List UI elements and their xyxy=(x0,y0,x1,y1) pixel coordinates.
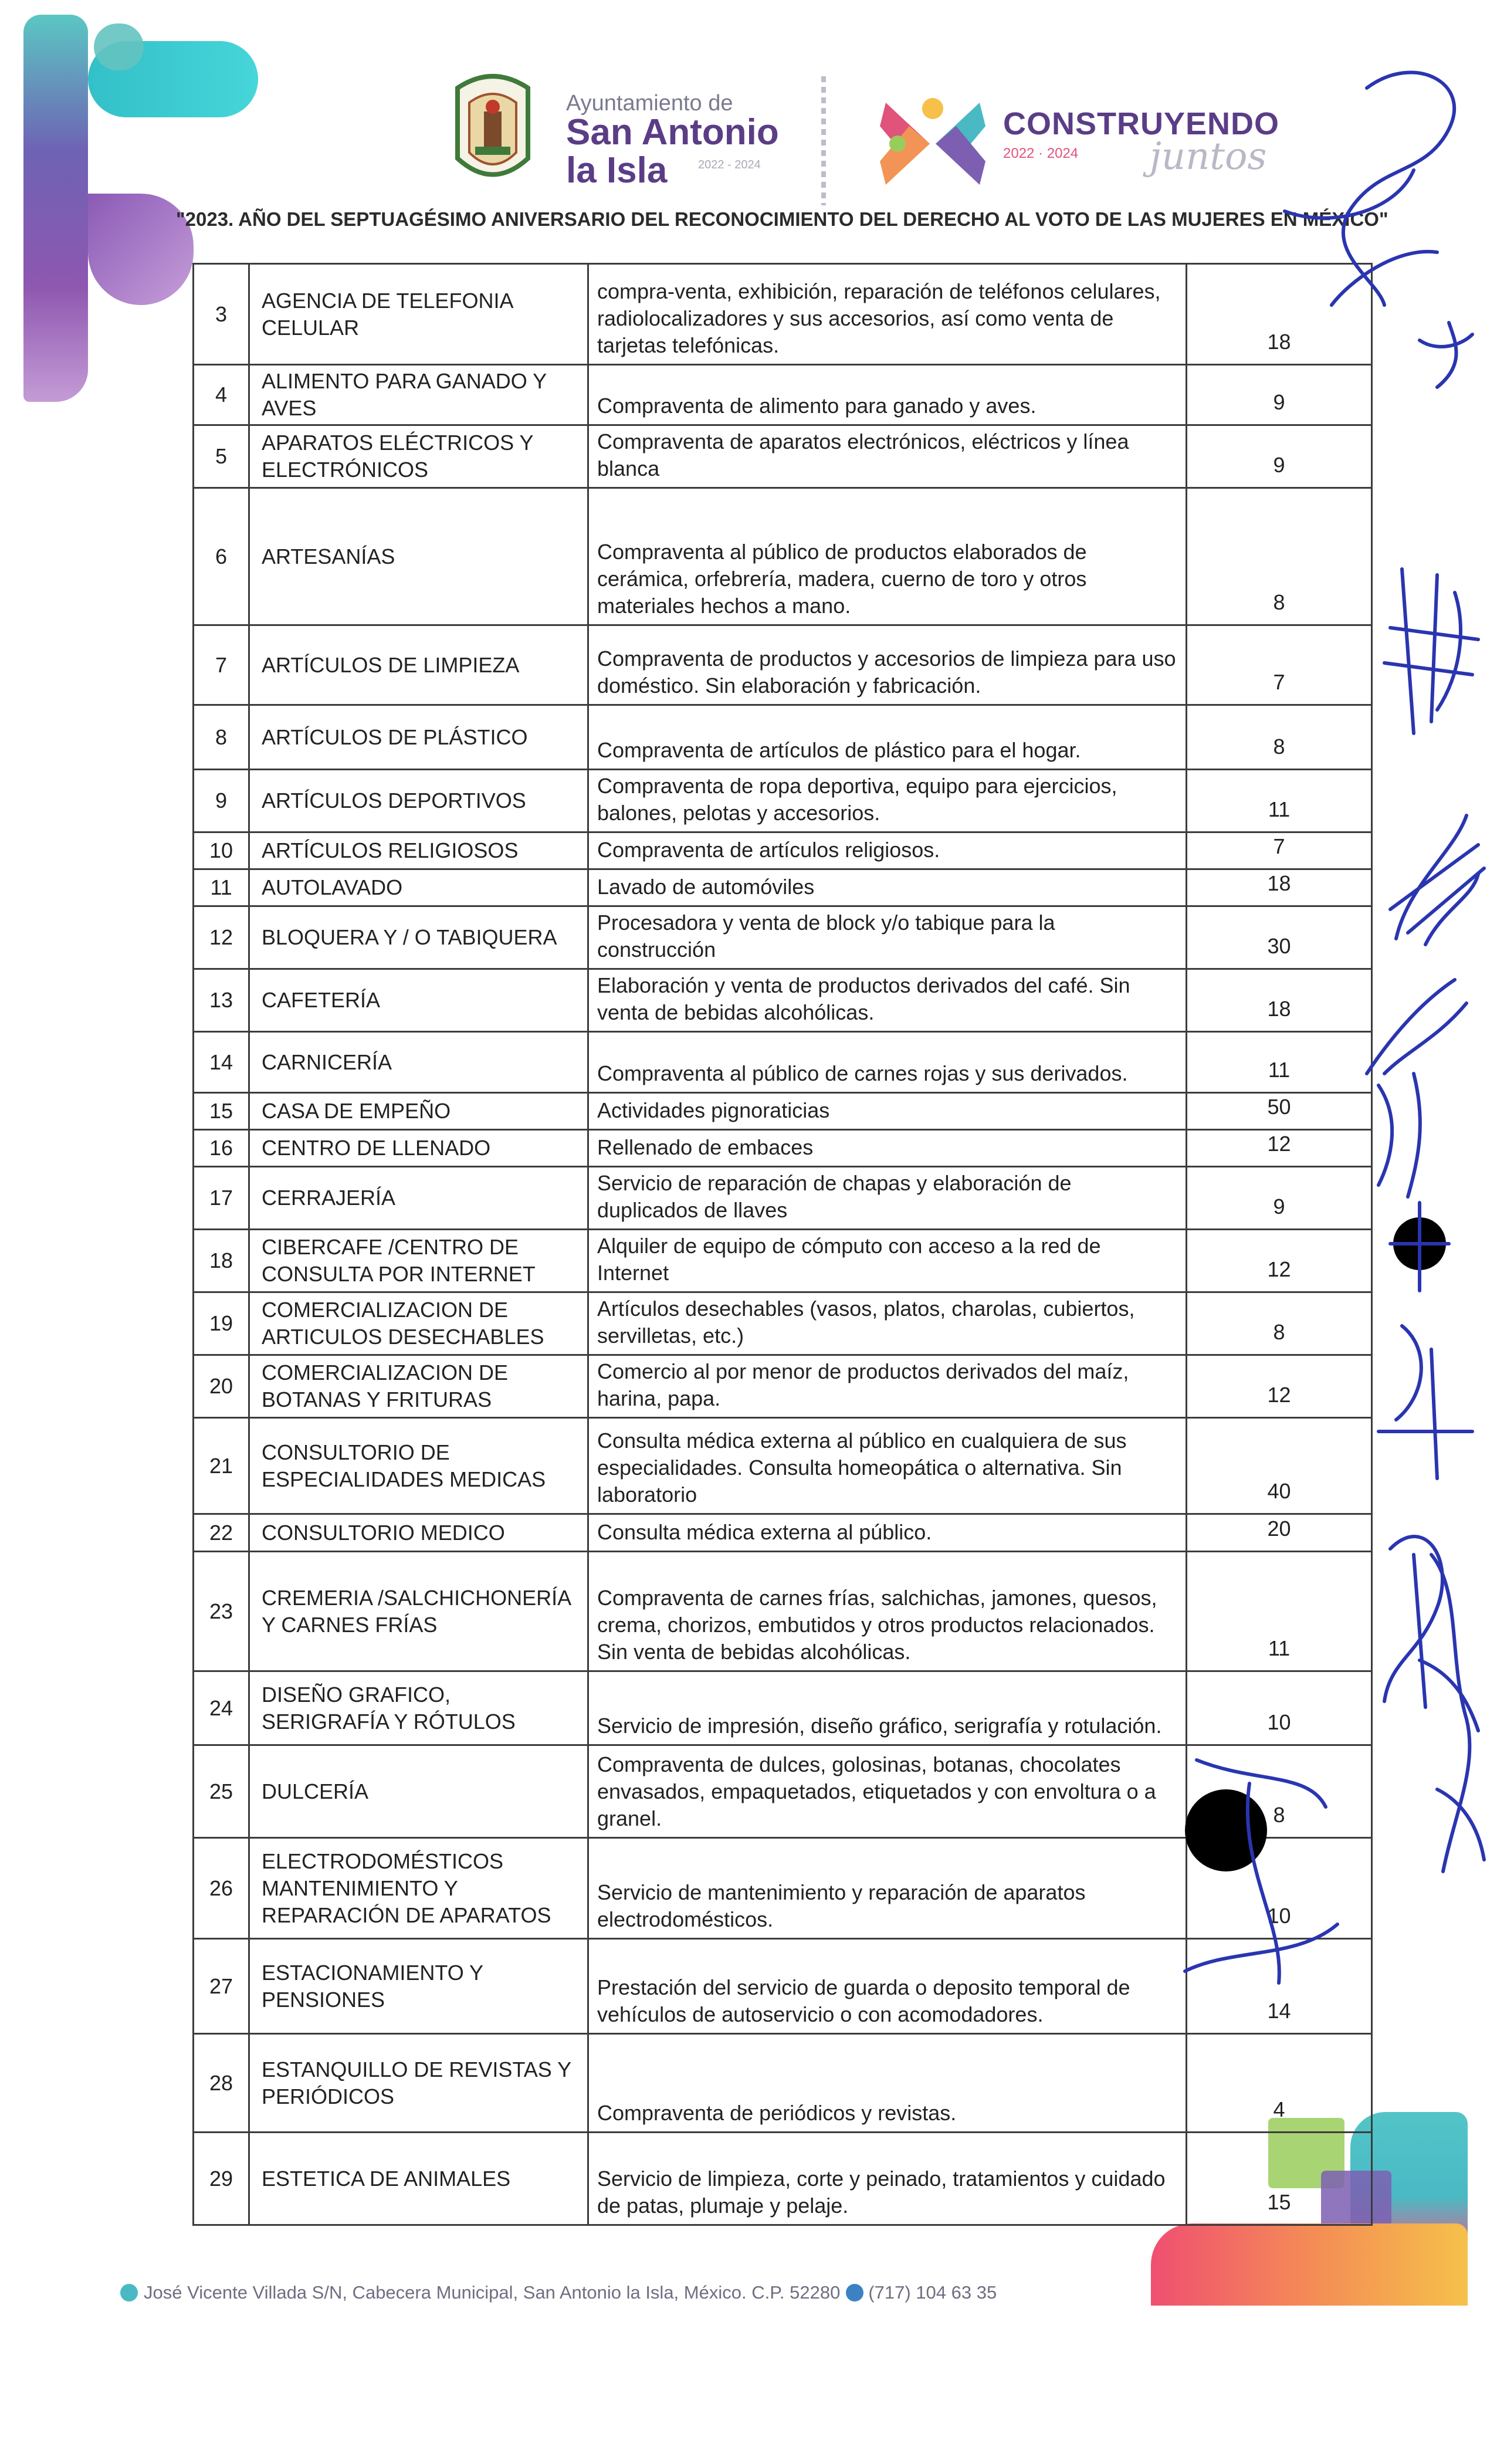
business-description: Compraventa al público de productos elaborados de cerámica, orfebrería, madera, cuerno de toro y otros materiales hechos a mano. xyxy=(588,488,1187,625)
tariff-value: 11 xyxy=(1187,1552,1372,1671)
business-description: Actividades pignoraticias xyxy=(588,1093,1187,1130)
table-row xyxy=(194,488,1372,625)
footer-phone: (717) 104 63 35 xyxy=(868,2282,997,2303)
tariff-value: 9 xyxy=(1187,365,1372,425)
table-row xyxy=(194,1514,1372,1552)
business-description: Compraventa de artículos religiosos. xyxy=(588,832,1187,869)
business-type: CIBERCAFE /CENTRO DE CONSULTA POR INTERNET xyxy=(249,1230,588,1292)
business-description: Consulta médica externa al público. xyxy=(588,1514,1187,1552)
business-description: Elaboración y venta de productos derivados del café. Sin venta de bebidas alcohólicas. xyxy=(588,969,1187,1032)
tariff-value: 18 xyxy=(1187,264,1372,365)
signature-2-icon xyxy=(1367,557,1490,745)
business-description: Compraventa de aparatos electrónicos, eléctricos y línea blanca xyxy=(588,425,1187,488)
row-number: 6 xyxy=(194,488,249,625)
business-type: ARTÍCULOS DE LIMPIEZA xyxy=(249,625,588,705)
business-description: Comercio al por menor de productos derivados del maíz, harina, papa. xyxy=(588,1355,1187,1418)
business-type: ALIMENTO PARA GANADO Y AVES xyxy=(249,365,588,425)
business-description: Rellenado de embaces xyxy=(588,1130,1187,1167)
row-number: 11 xyxy=(194,869,249,906)
row-number: 3 xyxy=(194,264,249,365)
business-description: Lavado de automóviles xyxy=(588,869,1187,906)
row-number: 9 xyxy=(194,770,249,832)
year-motto: "2023. AÑO DEL SEPTUAGÉSIMO ANIVERSARIO DEL RECONOCIMIENTO DEL DERECHO AL VOTO DE LAS MUJERES EN MÉXICO" xyxy=(176,208,1388,230)
business-description: Procesadora y venta de block y/o tabique para la construcción xyxy=(588,906,1187,969)
table-row xyxy=(194,1292,1372,1355)
header-divider xyxy=(821,76,826,205)
business-type: ARTESANÍAS xyxy=(249,488,588,625)
signature-3-icon xyxy=(1373,792,1490,956)
signature-7-icon xyxy=(1396,1543,1496,1895)
business-type: COMERCIALIZACION DE ARTICULOS DESECHABLES xyxy=(249,1292,588,1355)
business-description: compra-venta, exhibición, reparación de teléfonos celulares, radiolocalizadores y sus accesorios, así como venta de tarjetas telefónicas. xyxy=(588,264,1187,365)
table-row xyxy=(194,969,1372,1032)
business-type: DULCERÍA xyxy=(249,1745,588,1838)
decorative-left-bar xyxy=(23,15,88,402)
municipality-name-line1: San Antonio xyxy=(566,112,779,153)
business-type: CARNICERÍA xyxy=(249,1032,588,1093)
table-row xyxy=(194,264,1372,365)
table-row xyxy=(194,1552,1372,1671)
row-number: 12 xyxy=(194,906,249,969)
municipality-prefix: Ayuntamiento de xyxy=(566,91,733,116)
municipality-years: 2022 - 2024 xyxy=(698,158,761,171)
business-description: Compraventa de carnes frías, salchichas, jamones, quesos, crema, chorizos, embutidos y otros productos relacionados. Sin venta de bebidas alcohólicas. xyxy=(588,1552,1187,1671)
row-number: 27 xyxy=(194,1939,249,2034)
business-type: CASA DE EMPEÑO xyxy=(249,1093,588,1130)
row-number: 5 xyxy=(194,425,249,488)
row-number: 13 xyxy=(194,969,249,1032)
row-number: 20 xyxy=(194,1355,249,1418)
business-type: CERRAJERÍA xyxy=(249,1167,588,1230)
business-description: Compraventa de artículos de plástico para el hogar. xyxy=(588,705,1187,770)
tariff-value: 18 xyxy=(1187,869,1372,906)
municipal-seal-icon xyxy=(452,70,534,188)
row-number: 25 xyxy=(194,1745,249,1838)
business-type: ELECTRODOMÉSTICOS MANTENIMIENTO Y REPARACIÓN DE APARATOS xyxy=(249,1838,588,1939)
row-number: 18 xyxy=(194,1230,249,1292)
business-type: ESTACIONAMIENTO Y PENSIONES xyxy=(249,1939,588,2034)
table-row xyxy=(194,770,1372,832)
campaign-years: 2022 · 2024 xyxy=(1003,145,1079,161)
row-number: 23 xyxy=(194,1552,249,1671)
phone-icon xyxy=(846,2284,863,2301)
table-row xyxy=(194,832,1372,869)
tariff-value: 30 xyxy=(1187,906,1372,969)
business-type: CAFETERÍA xyxy=(249,969,588,1032)
tariff-value: 18 xyxy=(1187,969,1372,1032)
business-description: Prestación del servicio de guarda o deposito temporal de vehículos de autoservicio o con acomodadores. xyxy=(588,1939,1187,2034)
table-row xyxy=(194,1032,1372,1093)
table-row xyxy=(194,1130,1372,1167)
business-type: CREMERIA /SALCHICHONERÍA Y CARNES FRÍAS xyxy=(249,1552,588,1671)
row-number: 16 xyxy=(194,1130,249,1167)
signature-6-icon xyxy=(1161,1748,1349,2018)
tariff-value: 14 xyxy=(1187,1939,1372,2034)
business-description: Compraventa de periódicos y revistas. xyxy=(588,2034,1187,2133)
tariff-value: 7 xyxy=(1187,625,1372,705)
row-number: 19 xyxy=(194,1292,249,1355)
campaign-tagline: juntos xyxy=(1150,135,1267,178)
business-description: Alquiler de equipo de cómputo con acceso a la red de Internet xyxy=(588,1230,1187,1292)
business-type: CONSULTORIO DE ESPECIALIDADES MEDICAS xyxy=(249,1418,588,1514)
row-number: 28 xyxy=(194,2034,249,2133)
row-number: 15 xyxy=(194,1093,249,1130)
table-row xyxy=(194,1093,1372,1130)
tariff-value: 8 xyxy=(1187,705,1372,770)
row-number: 26 xyxy=(194,1838,249,1939)
tariff-value: 7 xyxy=(1187,832,1372,869)
tariff-value: 4 xyxy=(1187,2034,1372,2133)
tariff-value: 15 xyxy=(1187,2133,1372,2225)
row-number: 14 xyxy=(194,1032,249,1093)
table-row xyxy=(194,1355,1372,1418)
business-description: Servicio de reparación de chapas y elaboración de duplicados de llaves xyxy=(588,1167,1187,1230)
business-type: DISEÑO GRAFICO, SERIGRAFÍA Y RÓTULOS xyxy=(249,1671,588,1745)
business-type: AGENCIA DE TELEFONIA CELULAR xyxy=(249,264,588,365)
tariff-value: 40 xyxy=(1187,1418,1372,1514)
table-row xyxy=(194,625,1372,705)
row-number: 8 xyxy=(194,705,249,770)
table-row xyxy=(194,1671,1372,1745)
table-row xyxy=(194,705,1372,770)
business-description: Compraventa de alimento para ganado y aves. xyxy=(588,365,1187,425)
business-type: AUTOLAVADO xyxy=(249,869,588,906)
business-type: APARATOS ELÉCTRICOS Y ELECTRÓNICOS xyxy=(249,425,588,488)
tariff-value: 8 xyxy=(1187,1745,1372,1838)
business-description: Servicio de impresión, diseño gráfico, serigrafía y rotulación. xyxy=(588,1671,1187,1745)
tariff-value: 50 xyxy=(1187,1093,1372,1130)
table-row xyxy=(194,365,1372,425)
business-description: Servicio de mantenimiento y reparación de aparatos electrodomésticos. xyxy=(588,1838,1187,1939)
table-row xyxy=(194,1230,1372,1292)
business-description: Artículos desechables (vasos, platos, charolas, cubiertos, servilletas, etc.) xyxy=(588,1292,1187,1355)
business-type: ARTÍCULOS RELIGIOSOS xyxy=(249,832,588,869)
tariff-value: 10 xyxy=(1187,1838,1372,1939)
row-number: 29 xyxy=(194,2133,249,2225)
business-type: ESTETICA DE ANIMALES xyxy=(249,2133,588,2225)
row-number: 24 xyxy=(194,1671,249,1745)
business-description: Servicio de limpieza, corte y peinado, tratamientos y cuidado de patas, plumaje y pelaje. xyxy=(588,2133,1187,2225)
footer-contact xyxy=(120,2282,997,2303)
table-row xyxy=(194,2034,1372,2133)
business-type: ARTÍCULOS DEPORTIVOS xyxy=(249,770,588,832)
business-description: Compraventa al público de carnes rojas y sus derivados. xyxy=(588,1032,1187,1093)
campaign-logo-icon xyxy=(874,85,991,202)
tariff-value: 9 xyxy=(1187,1167,1372,1230)
tariff-value: 12 xyxy=(1187,1130,1372,1167)
municipality-name-line2: la Isla xyxy=(566,150,668,191)
row-number: 22 xyxy=(194,1514,249,1552)
tariff-value: 8 xyxy=(1187,488,1372,625)
location-pin-icon xyxy=(120,2284,138,2301)
tariff-value: 12 xyxy=(1187,1230,1372,1292)
row-number: 17 xyxy=(194,1167,249,1230)
business-type: ARTÍCULOS DE PLÁSTICO xyxy=(249,705,588,770)
decorative-bottom-band xyxy=(1151,2223,1468,2306)
table-row xyxy=(194,1418,1372,1514)
business-description: Compraventa de dulces, golosinas, botanas, chocolates envasados, empaquetados, etiquetados y con envoltura o a granel. xyxy=(588,1745,1187,1838)
business-description: Consulta médica externa al público en cualquiera de sus especialidades. Consulta homeopática o alternativa. Sin laboratorio xyxy=(588,1418,1187,1514)
tariff-value: 10 xyxy=(1187,1671,1372,1745)
table-row xyxy=(194,2133,1372,2225)
tariff-value: 20 xyxy=(1187,1514,1372,1552)
row-number: 21 xyxy=(194,1418,249,1514)
table-row xyxy=(194,869,1372,906)
signature-1-icon xyxy=(1261,59,1484,411)
tariff-value: 8 xyxy=(1187,1292,1372,1355)
tariff-value: 11 xyxy=(1187,1032,1372,1093)
campaign-name: CONSTRUYENDO xyxy=(1003,106,1280,141)
decorative-teal-dot xyxy=(94,23,144,70)
table-row xyxy=(194,1167,1372,1230)
business-type: ESTANQUILLO DE REVISTAS Y PERIÓDICOS xyxy=(249,2034,588,2133)
letterhead xyxy=(452,70,1280,205)
tariff-value: 11 xyxy=(1187,770,1372,832)
business-description: Compraventa de ropa deportiva, equipo para ejercicios, balones, pelotas y accesorios. xyxy=(588,770,1187,832)
business-type: COMERCIALIZACION DE BOTANAS Y FRITURAS xyxy=(249,1355,588,1418)
footer-address: José Vicente Villada S/N, Cabecera Municipal, San Antonio la Isla, México. C.P. 52280 xyxy=(144,2282,841,2303)
business-description: Compraventa de productos y accesorios de limpieza para uso doméstico. Sin elaboración y fabricación. xyxy=(588,625,1187,705)
table-row xyxy=(194,425,1372,488)
business-type: BLOQUERA Y / O TABIQUERA xyxy=(249,906,588,969)
table-row xyxy=(194,906,1372,969)
row-number: 7 xyxy=(194,625,249,705)
tariff-value: 12 xyxy=(1187,1355,1372,1418)
row-number: 4 xyxy=(194,365,249,425)
business-type: CENTRO DE LLENADO xyxy=(249,1130,588,1167)
business-type: CONSULTORIO MEDICO xyxy=(249,1514,588,1552)
row-number: 10 xyxy=(194,832,249,869)
tariff-value: 9 xyxy=(1187,425,1372,488)
